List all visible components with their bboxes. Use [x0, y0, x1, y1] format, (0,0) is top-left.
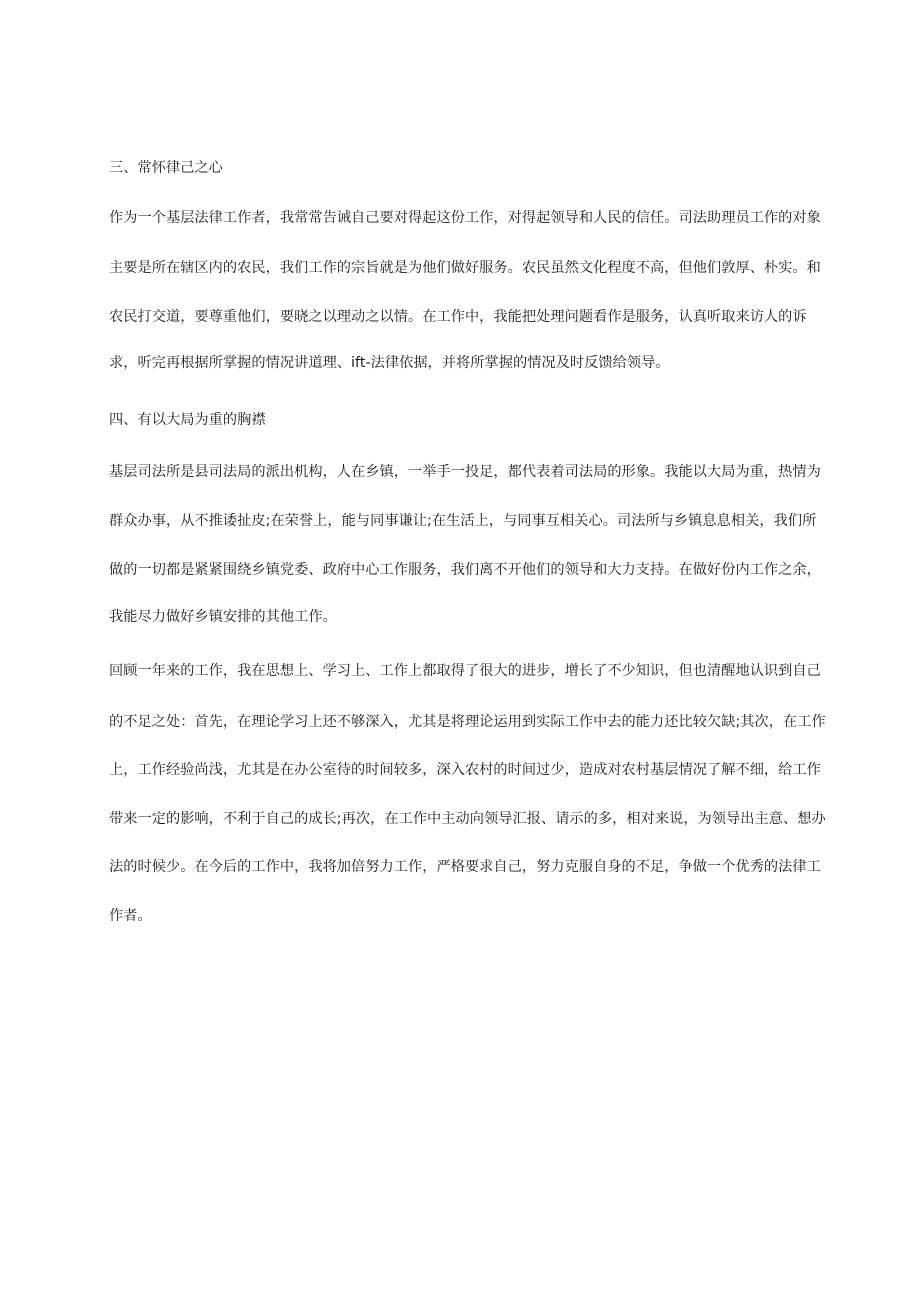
section-3-heading: 三、常怀律己之心 — [109, 160, 223, 176]
review-line-6: 作者。 — [109, 908, 152, 924]
section-4-line-3: 做的一切都是紧紧围绕乡镇党委、政府中心工作服务，我们离不开他们的领导和大力支持。在做好份内工作之余， — [109, 562, 821, 578]
review-line-4: 带来一定的影响，不利于自己的成长;再次，在工作中主动向领导汇报、请示的多，相对来说，为领导出主意、想办 — [109, 811, 826, 827]
review-line-3: 上，工作经验尚浅，尤其是在办公室待的时间较多，深入农村的时间过少，造成对农村基层情况了解不细，给工作 — [109, 762, 821, 778]
review-line-5: 法的时候少。在今后的工作中，我将加倍努力工作，严格要求自己，努力克服自身的不足，争做一个优秀的法律工 — [109, 859, 821, 875]
section-4-line-1: 基层司法所是县司法局的派出机构，人在乡镇，一举手一投足，都代表着司法局的形象。我能以大局为重，热情为 — [109, 464, 821, 480]
section-3-line-3: 农民打交道，要尊重他们，要晓之以理动之以情。在工作中，我能把处理问题看作是服务，认真听取来访人的诉 — [109, 309, 807, 325]
section-4-heading: 四、有以大局为重的胸襟 — [109, 412, 266, 428]
section-3-line-4: 求，听完再根据所掌握的情况讲道理、ift-法律依据，并将所掌握的情况及时反馈给领导。 — [109, 355, 670, 371]
section-3-line-1: 作为一个基层法律工作者，我常常告诫自己要对得起这份工作，对得起领导和人民的信任。司法助理员工作的对象 — [109, 210, 821, 226]
review-line-2: 的不足之处：首先，在理论学习上还不够深入，尤其是将理论运用到实际工作中去的能力还比较欠缺;其次，在工作 — [109, 714, 826, 730]
section-3-line-2: 主要是所在辖区内的农民，我们工作的宗旨就是为他们做好服务。农民虽然文化程度不高，但他们敦厚、朴实。和 — [109, 260, 821, 276]
section-4-line-2: 群众办事，从不推诿扯皮;在荣誉上，能与同事谦让;在生活上，与同事互相关心。司法所与乡镇息息相关，我们所 — [109, 513, 817, 529]
section-4-line-4: 我能尽力做好乡镇安排的其他工作。 — [109, 609, 337, 625]
review-line-1: 回顾一年来的工作，我在思想上、学习上、工作上都取得了很大的进步，增长了不少知识，但也清醒地认识到自己 — [109, 663, 821, 679]
